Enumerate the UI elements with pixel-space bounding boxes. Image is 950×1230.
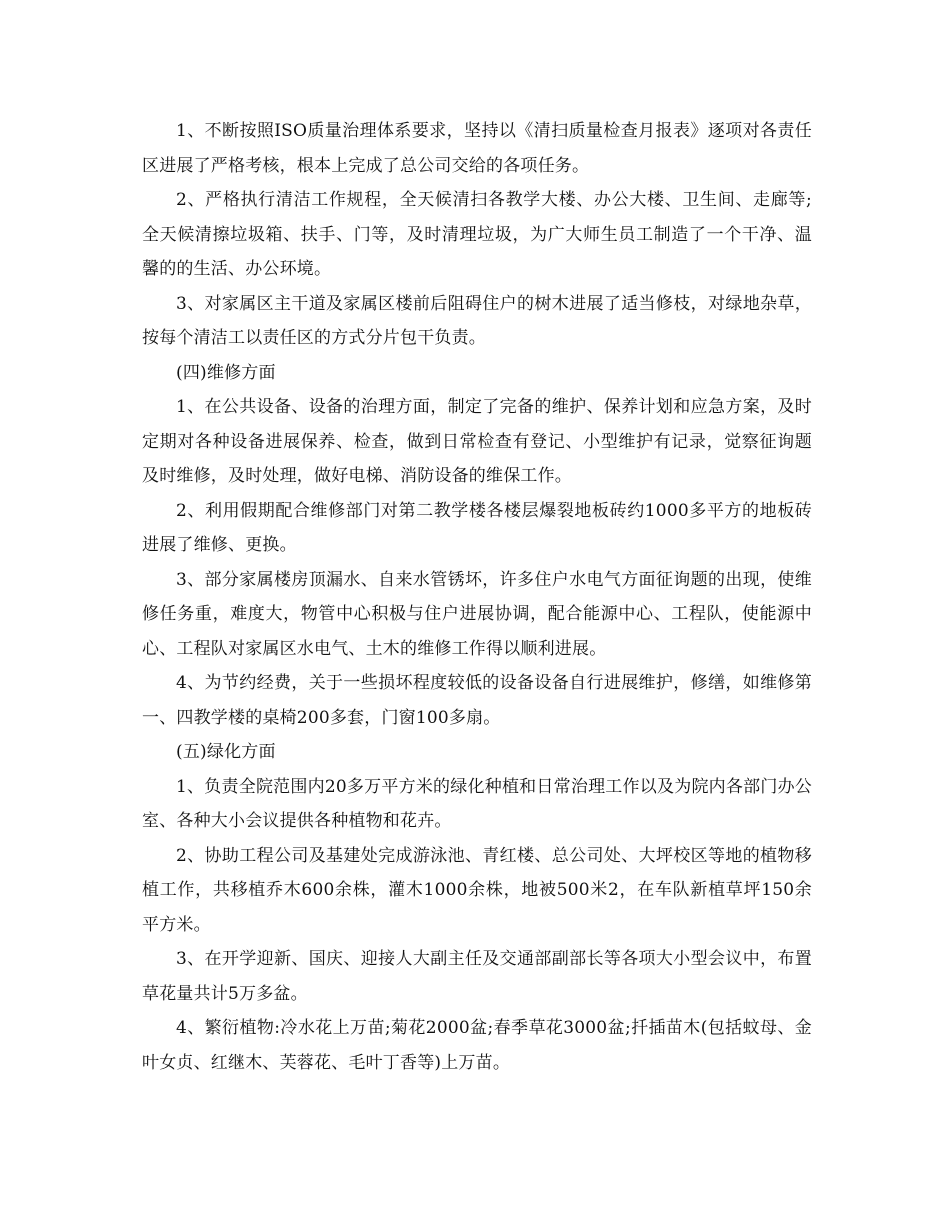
paragraph-maintenance-4: 4、为节约经费，关于一些损坏程度较低的设备设备自行进展维护，修缮，如维修第一、四教学楼的桌椅200多套，门窗100多扇。 (142, 673, 812, 728)
paragraph-cleaning-2: 2、严格执行清洁工作规程，全天候清扫各教学大楼、办公大楼、卫生间、走廊等;全天候清擦垃圾箱、扶手、门等，及时清理垃圾，为广大师生员工制造了一个干净、温馨的的生活、办公环境。 (142, 190, 812, 279)
paragraph-maintenance-3: 3、部分家属楼房顶漏水、自来水管锈坏，许多住户水电气方面征询题的出现，使维修任务重，难度大，物管中心积极与住户进展协调，配合能源中心、工程队，使能源中心、工程队对家属区水电气、土木的维修工作得以顺利进展。 (142, 569, 812, 659)
paragraph-greening-4: 4、繁衍植物:冷水花上万苗;菊花2000盆;春季草花3000盆;扦插苗木(包括蚊母、金叶女贞、红继木、芙蓉花、毛叶丁香等)上万苗。 (142, 1018, 812, 1073)
document-body (142, 114, 812, 1080)
paragraph-maintenance-1: 1、在公共设备、设备的治理方面，制定了完备的维护、保养计划和应急方案，及时定期对各种设备进展保养、检查，做到日常检查有登记、小型维护有记录，觉察征询题及时维修，及时处理，做好电梯、消防设备的维保工作。 (142, 397, 812, 486)
paragraph-greening-3: 3、在开学迎新、国庆、迎接人大副主任及交通部副部长等各项大小型会议中，布置草花量共计5万多盆。 (142, 949, 812, 1004)
paragraph-greening-1: 1、负责全院范围内20多万平方米的绿化种植和日常治理工作以及为院内各部门办公室、各种大小会议提供各种植物和花卉。 (142, 776, 812, 831)
section-heading-greening: (五)绿化方面 (176, 742, 276, 762)
section-heading-maintenance: (四)维修方面 (176, 362, 276, 383)
paragraph-cleaning-1: 1、不断按照ISO质量治理体系要求，坚持以《清扫质量检查月报表》逐项对各责任区进展了严格考核，根本上完成了总公司交给的各项任务。 (142, 121, 812, 176)
paragraph-greening-2: 2、协助工程公司及基建处完成游泳池、青红楼、总公司处、大坪校区等地的植物移植工作，共移植乔木600余株，灌木1000余株，地被500米2，在车队新植草坪150余平方米。 (142, 845, 812, 935)
paragraph-cleaning-3: 3、对家属区主干道及家属区楼前后阻碍住户的树木进展了适当修枝，对绿地杂草，按每个清洁工以责任区的方式分片包干负责。 (142, 293, 812, 348)
paragraph-maintenance-2: 2、利用假期配合维修部门对第二教学楼各楼层爆裂地板砖约1000多平方的地板砖进展了维修、更换。 (142, 500, 812, 555)
